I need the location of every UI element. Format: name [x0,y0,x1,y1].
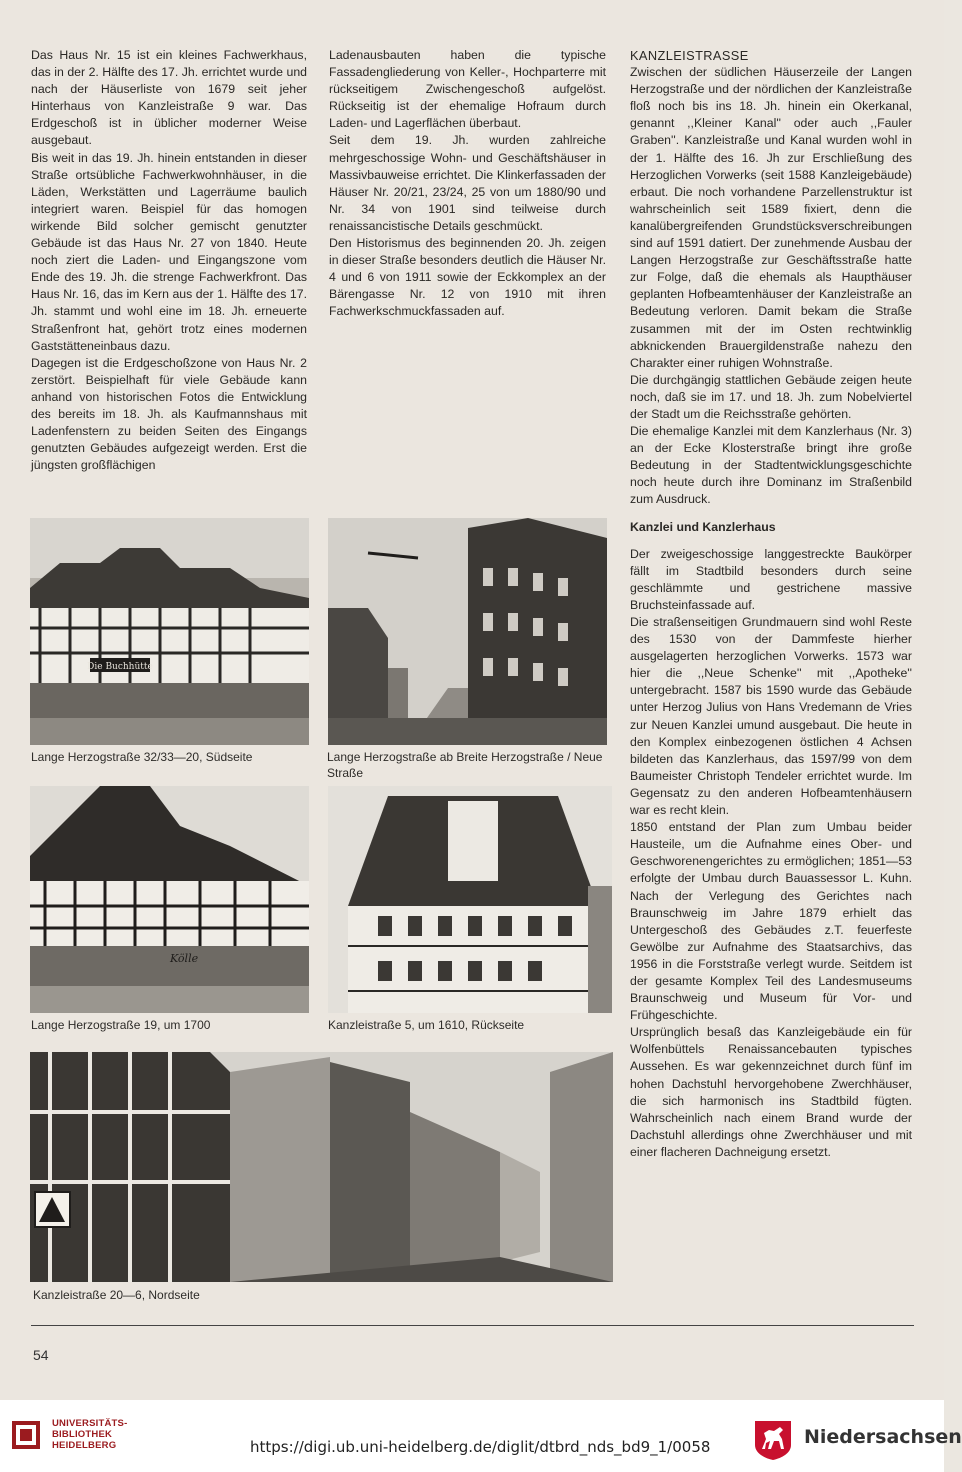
photo-caption: Kanzleistraße 20—6, Nordseite [33,1288,200,1302]
niedersachsen-wordmark: Niedersachsen [804,1426,962,1448]
paragraph: Dagegen ist die Erdgeschoßzone von Haus Nr. 2 zerstört. Beispielhaft für viele Gebäude kann anhand von historischen Fotos die Entwicklung des bereits im 18. Jh. als Kaufmannshaus mit Ladenfenstern zu beiden Seiten des Eingangs genutzten Gebäudes aufgezeigt werden. Erst die jüngsten großflächigen [31,355,307,473]
photo-lange-herzogstrasse-breite [328,518,607,745]
page-number: 54 [33,1347,49,1363]
heidelberg-university-logo-icon [8,1417,44,1453]
text-column-2 [329,47,606,321]
photo-caption: Lange Herzogstraße 32/33—20, Südseite [31,750,253,764]
text-column-1 [31,47,307,474]
photo-caption: Lange Herzogstraße ab Breite Herzogstraße / Neue Straße [327,750,603,780]
page-rule [31,1325,914,1326]
photo-kanzleistrasse-nordseite [30,1052,613,1282]
section-heading: KANZLEISTRASSE [630,48,749,63]
photo-kanzleistrasse-5 [328,786,612,1013]
paragraph: Den Historismus des beginnenden 20. Jh. zeigen in dieser Straße besonders deutlich die Häuser Nr. 4 und 6 von 1911 sowie der Eckkomplex an der Bärengasse Nr. 12 von 1910 mit ihren Fachwerkschmuckfassaden auf. [329,236,606,319]
photo-lange-herzogstrasse-suedseite [30,518,309,745]
photo-caption: Lange Herzogstraße 19, um 1700 [31,1018,211,1032]
paragraph: 1850 entstand der Plan zum Umbau beider Hausteile, um die Aufnahme eines Ober- und Geschworenengerichtes zu ermöglichen; 1851—53 erfolgte der Umbau durch Bauassessor L. Kuhn. Nach der Verlegung des Gerichtes nach Braunschweig im Jahre 1879 erhielt das Untergeschoß des Gebäudes z.T. feuerfeste Gewölbe zur Aufnahme des Staatsarchivs, das 1956 in die Forststraße verlegt wurde. Seitdem ist der gesamte Komplex Teil des Landesmuseums Braunschweig und Museum für Vor- und Frühgeschichte. [630,820,912,1023]
subsection-heading: Kanzlei und Kanzlerhaus [630,519,776,534]
footer-bar [0,1400,962,1472]
text-column-3 [630,47,912,1161]
heidelberg-library-name: UNIVERSITÄTS- BIBLIOTHEK HEIDELBERG [52,1418,128,1451]
niedersachsen-horse-logo-icon [752,1419,794,1461]
shop-sign-text: Die Buchhütte [87,662,153,672]
paragraph: Seit dem 19. Jh. wurden zahlreiche mehrgeschossige Wohn- und Geschäftshäuser in Massivbauweise errichtet. Die Klinkerfassaden der Häuser Nr. 20/21, 23/24, 25 von um 1880/90 und Nr. 34 von 1901 sind teilweise durch renaissancistische Details geschmückt. [329,133,606,233]
photo-caption: Kanzleistraße 5, um 1610, Rückseite [328,1018,525,1032]
shop-sign-text: Kölle [170,952,199,965]
paragraph: Zwischen der südlichen Häuserzeile der Langen Herzogstraße und der nördlichen der Kanzleistraße floß noch bis ins 18. Jh. hinein ein Okerkanal, genannt ,,Kleiner Kanal'' oder auch ,,Fauler Graben''. Kanzleistraße und Kanal wurden wohl in der 1. Hälfte des 16. Jh zur Erschließung des Herzoglichen Vorwerks (seit 1588 Kanzleigebäude) erbaut. Die noch vorhandene Parzellenstruktur ist wahrscheinlich seit 1589 fixiert, denn die kanalübergreifenden Grundstücksverschreibungen sind auf 1591 datiert. Der zunehmende Ausbau der Langen Herzogstraße zur Geschäftsstraße hatte zur Folge, daß die ehemals als Haupthäuser geplanten Hofbeamtenhäuser der Kanzleistraße an Bedeutung verloren. Damit bekam die Straße zusammen mit der im Osten rechtwinklig abknickenden Brauergildenstraße nahezu den Charakter einer ruhigen Wohnstraße. [630,65,912,370]
paragraph: Bis weit in das 19. Jh. hinein entstanden in dieser Straße ortsübliche Fachwerkwohnhäuser, in die Läden, Werkstätten und Lagerräume baulich integriert waren. Beispiel für das homogen wirkende Bild solcher gemischt genutzter Gebäude ist das Haus Nr. 27 von 1840. Heute noch ziert die Laden- und Eingangszone vom Ende des 19. Jh. die strenge Fachwerkfront. Das Haus Nr. 16, das im Kern aus der 1. Hälfte des 17. Jh. stammt und wohl eine im 18. Jh. erneuerte Straßenfront hat, gehört trotz eines modernen Gaststätteneinbaus dazu. [31,150,307,353]
source-url-link[interactable]: https://digi.ub.uni-heidelberg.de/diglit/dtbrd_nds_bd9_1/0058 [250,1438,711,1456]
paragraph: Die ehemalige Kanzlei mit dem Kanzlerhaus (Nr. 3) an der Ecke Klosterstraße bringt ihre große Bedeutung in der Stadtentwicklungsgeschichte noch heute durch ihre Dominanz im Straßenbild zum Ausdruck. [630,424,912,507]
paragraph: Ursprünglich besaß das Kanzleigebäude ein für Wolfenbüttels Renaissancebauten typisches Aussehen. Es war gekennzeichnet durch fünf im hohen Dachstuhl hervorgehobene Zwerchhäuser, die sich harmonisch ins Stadtbild fügten. Wahrscheinlich nach einem Brand wurde der Dachstuhl allerdings ohne Zwerchhäuser und mit einer flacheren Dachneigung ersetzt. [630,1025,912,1159]
paragraph: Ladenausbauten haben die typische Fassadengliederung von Keller-, Hochparterre mit rückseitigem Zwischengeschoß aufgelöst. Rückseitig ist der ehemalige Hofraum durch Laden- und Lagerflächen überbaut. [329,48,606,131]
paragraph: Die straßenseitigen Grundmauern sind wohl Reste des 1530 von der Dammfeste hierher ausgelagerten herzoglichen Vorwerks. 1573 war hier die ,,Neue Schenke'' mit ,,Apotheke'' untergebracht. 1587 bis 1590 wurde das Gebäude unter Herzog Julius von Hans Vredemann de Vries zur Neuen Kanzlei umund ausgebaut. Die heute in den Komplex einbezogenen östlichen 4 Achsen bildeten das Kanzlerhaus, das 1597/99 von dem Baumeister Christoph Tendeler errichtet wurde. Im Gegensatz zu den anderen Hofbeamtenhäusern war es recht klein. [630,615,912,818]
paragraph: Der zweigeschossige langgestreckte Baukörper fällt im Stadtbild besonders durch seine geschlämmte und gestrichene massive Bruchsteinfassade auf. [630,546,912,612]
paragraph: Das Haus Nr. 15 ist ein kleines Fachwerkhaus, das in der 2. Hälfte des 17. Jh. errichtet wurde und nach der Häuserliste von 1679 seit jeher Hinterhaus von Kanzleistraße 9 war. Das Erdgeschoß ist in üblicher moderner Weise ausgebaut. [31,48,307,148]
photo-lange-herzogstrasse-19 [30,786,309,1013]
paragraph: Die durchgängig stattlichen Gebäude zeigen heute noch, daß sie im 17. und 18. Jh. zum Nobelviertel der Stadt um die Reichsstraße gehörten. [630,372,912,421]
